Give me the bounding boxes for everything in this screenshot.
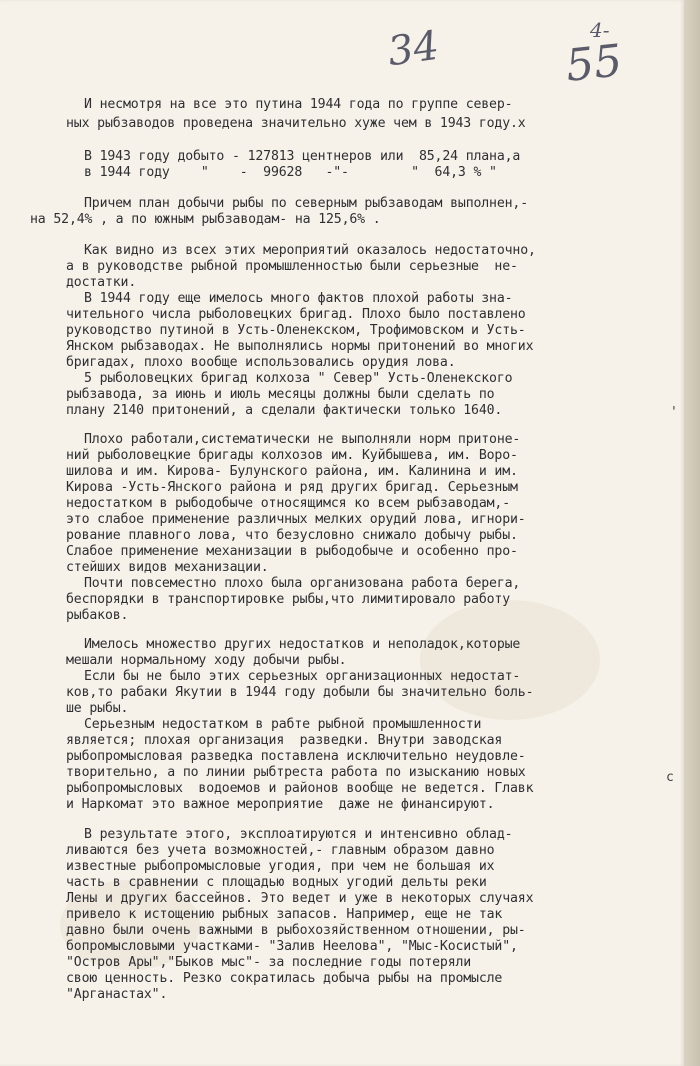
text-line: руководство путиной в Усть-Оленекском, Трофимовском и Усть- [66,323,526,338]
text-line: и Наркомат это важное мероприятие даже не финансируют. [66,797,495,812]
text-line: Как видно из всех этих мероприятий оказалось недостаточно, [84,243,536,258]
text-line: шилова и им. Кирова- Булунского района, им. Калинина и им. [66,464,518,479]
text-line: беспорядки в транспортировке рыбы,что лимитировало работу [66,592,511,607]
text-line: И несмотря на все это путина 1944 года по группе север- [84,97,513,112]
text-line: 5 рыболовецких бригад колхоза " Север" Усть-Оленекского [84,371,513,386]
text-line: ний рыболовецкие бригады колхозов им. Куйбышева, им. Воро- [66,448,518,463]
text-line: ных рыбзаводов проведена значительно хуже чем в 1943 году.х [66,116,526,131]
text-line: привело к истощению рыбных запасов. Например, еще не так [66,907,503,922]
text-line: ливаются без учета возможностей,- главным образом давно [66,843,495,858]
text-line: В результате этого, эксплоатируются и интенсивно облад- [84,827,513,842]
text-line: мешали нормальному ходу добычи рыбы. [66,653,347,668]
text-line: известные рыбопромысловые угодия, при чем не большая их [66,859,495,874]
text-line: рыбзавода, за июнь и июль месяцы должны были сделать по [66,387,495,402]
text-line: рыбаков. [66,608,129,623]
text-line: достатки. [66,275,137,290]
text-line: рование плавного лова, что безусловно снижало добычу рыбы. [66,528,518,543]
text-line: "Арганастах". [66,987,168,1002]
text-line: Имелось множество других недостатков и неполадок,которые [84,637,521,652]
text-line: давно были очень важными в рыбохозяйственном отношении, ры- [66,923,526,938]
text-line: Серьезным недостатком в рабте рыбной промышленности [84,717,482,732]
text-line: Кирова -Усть-Янского района и ряд других бригад. Серьезным [66,480,518,495]
text-line: Причем план добычи рыбы по северным рыбзаводам выполнен,- [84,196,529,211]
text-line: является; плохая организация разведки. Внутри заводская [66,733,503,748]
text-line: В 1944 году еще имелось много фактов плохой работы зна- [84,291,513,306]
text-line: Почти повсеместно плохо была организована работа берега, [84,576,521,591]
margin-mark: c [666,770,674,785]
text-line: бригадах, плохо вообще использовались орудия лова. [66,355,456,370]
handwritten-corner-mark: 4- [590,18,610,42]
text-line: а в руководстве рыбной промышленностью были серьезные не- [66,259,518,274]
text-line: чительного числа рыболовецких бригад. Плохо было поставлено [66,307,526,322]
text-line: бопромысловыми участками- "Залив Неелова", "Мыс-Косистый", [66,939,518,954]
text-line: ше рыбы. [66,701,129,716]
text-line: творительно, а по линии рыбтреста работа по изысканию новых [66,765,526,780]
text-line: на 52,4% , а по южным рыбзаводам- на 125,6% . [30,212,381,227]
text-line: ков,то рабаки Якутии в 1944 году добыли бы значительно боль- [66,685,534,700]
handwritten-page-number: 34 [385,22,442,76]
text-line: рыбопромысловых водоемов и районов вообще не ведется. Главк [66,781,534,796]
text-line: свою ценность. Резко сократилась добыча рыбы на промысле [66,971,503,986]
text-line: стейших видов механизации. [66,560,269,575]
text-line: В 1943 году добыто - 127813 центнеров или 85,24 плана,а [84,149,521,164]
text-line: часть в сравнении с площадью водных угодий дельты реки [66,875,487,890]
text-line: Если бы не было этих серьезных организационных недостат- [84,669,521,684]
text-line: Плохо работали,систематически не выполняли норм притоне- [84,432,521,447]
text-line: рыбопромысловая разведка поставлена исключительно неудовле- [66,749,526,764]
margin-mark: ' [670,405,678,420]
text-line: Слабое применение механизации в рыбодобыче и особенно про- [66,544,518,559]
text-line: Лены и других бассейнов. Это ведет и уже в некоторых случаях [66,891,534,906]
text-line: Янском рыбзаводах. Не выполнялись нормы притонений во многих [66,339,534,354]
text-line: "Остров Ары","Быков мыс"- за последние годы потеряли [66,955,472,970]
page-edge [684,0,700,1066]
text-line: плану 2140 притонений, а сделали фактически только 1640. [66,403,503,418]
text-line: это слабое применение различных мелких орудий лова, игнори- [66,512,526,527]
text-line: в 1944 году " - 99628 -"- " 64,3 % " [84,165,497,180]
handwritten-folio-number: 55 [563,35,625,92]
text-line: недостатком в рыбодобыче относящимся ко всем рыбзаводам,- [66,496,511,511]
